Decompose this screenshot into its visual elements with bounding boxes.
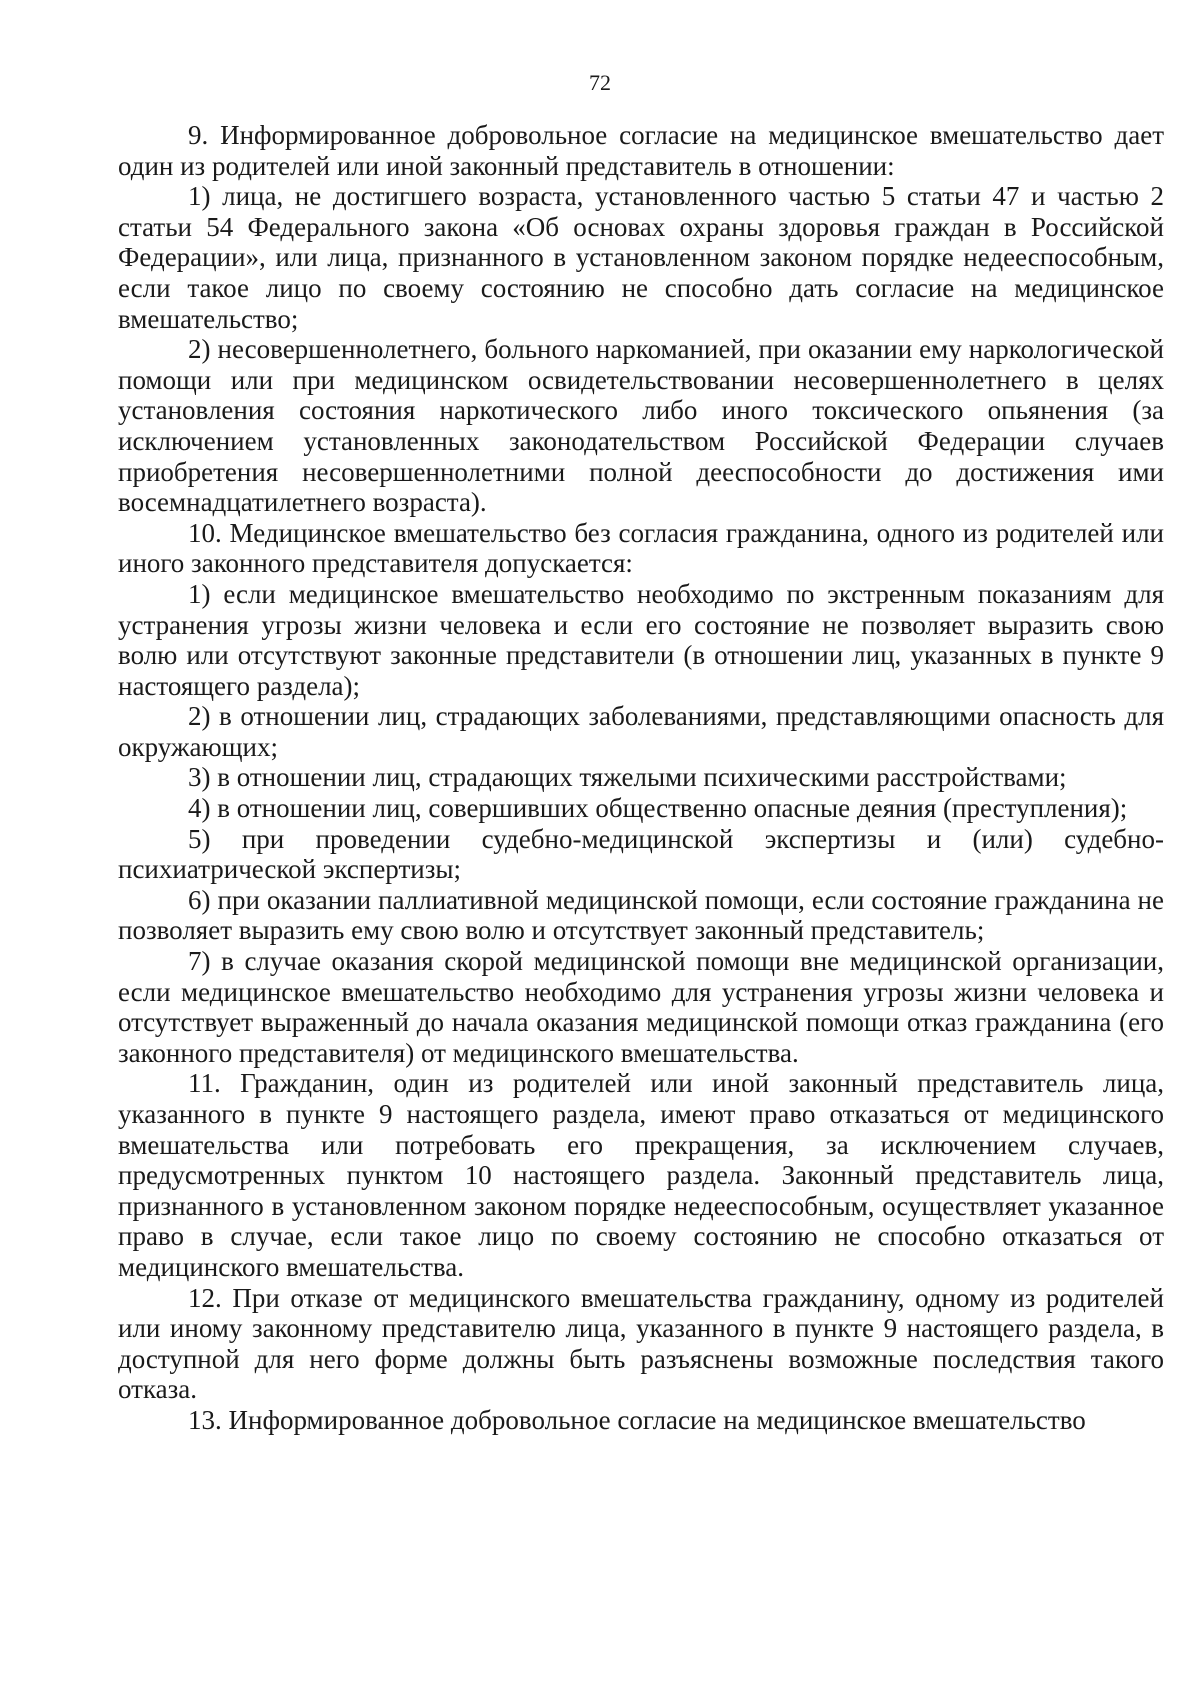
paragraph-10-item-4: 4) в отношении лиц, совершивших общественно опасные деяния (преступления); [188, 793, 1128, 824]
paragraph-10-intro: 10. Медицинское вмешательство без согласия гражданина, одного из родителей или иного законного представителя допускается: [118, 517, 1164, 579]
paragraph-11: 11. Гражданин, один из родителей или иной законный представитель лица, указанного в пункте 9 настоящего раздела, имеют право отказаться от медицинского вмешательства или потребовать его прекращения, за исключением случаев, предусмотренных пунктом 10 настоящего раздела. Законный представитель лица, признанного в установленном законом порядке недееспособным, осуществляет указанное право в случае, если такое лицо по своему состоянию не способно отказаться от медицинского вмешательства. [118, 1068, 1164, 1282]
paragraph-13: 13. Информированное добровольное согласие на медицинское вмешательство [188, 1404, 1086, 1435]
paragraph-10-item-2: 2) в отношении лиц, страдающих заболеваниями, представляющими опасность для окружающих; [118, 701, 1164, 762]
paragraph-10-item-5: 5) при проведении судебно-медицинской экспертизы и (или) судебно-психиатрической экспертизы; [118, 823, 1164, 885]
paragraph-10-item-6: 6) при оказании паллиативной медицинской помощи, если состояние гражданина не позволяет выразить ему свою волю и отсутствует законный представитель; [118, 884, 1164, 946]
paragraph-9-item-2: 2) несовершеннолетнего, больного наркоманией, при оказании ему наркологической помощи или при медицинском освидетельствовании несовершеннолетнего в целях установления состояния наркотического либо иного токсического опьянения (за исключением установленных законодательством Российской Федерации случаев приобретения несовершеннолетними полной дееспособности до достижения ими восемнадцатилетнего возраста). [118, 334, 1164, 518]
paragraph-10-item-3: 3) в отношении лиц, страдающих тяжелыми психическими расстройствами; [188, 762, 1067, 793]
paragraph-10-item-1: 1) если медицинское вмешательство необходимо по экстренным показаниям для устранения угрозы жизни человека и если его состояние не позволяет выразить свою волю или отсутствуют законные представители (в отношении лиц, указанных в пункте 9 настоящего раздела); [118, 578, 1164, 701]
paragraph-10-item-7: 7) в случае оказания скорой медицинской помощи вне медицинской организации, если медицинское вмешательство необходимо для устранения угрозы жизни человека и отсутствует выраженный до начала оказания медицинской помощи отказ гражданина (его законного представителя) от медицинского вмешательства. [118, 946, 1164, 1068]
paragraph-9-item-1: 1) лица, не достигшего возраста, установленного частью 5 статьи 47 и частью 2 статьи 54 Федерального закона «Об основах охраны здоровья граждан в Российской Федерации», или лица, признанного в установленном законом порядке недееспособным, если такое лицо по своему состоянию не способно дать согласие на медицинское вмешательство; [118, 181, 1164, 334]
paragraph-9-intro: 9. Информированное добровольное согласие на медицинское вмешательство дает один из родителей или иной законный представитель в отношении: [118, 120, 1164, 181]
page-number: 72 [589, 70, 611, 95]
paragraph-12: 12. При отказе от медицинского вмешательства гражданину, одному из родителей или иному законному представителю лица, указанного в пункте 9 настоящего раздела, в доступной для него форме должны быть разъяснены возможные последствия такого отказа. [118, 1282, 1164, 1405]
document-body [118, 120, 1164, 1436]
